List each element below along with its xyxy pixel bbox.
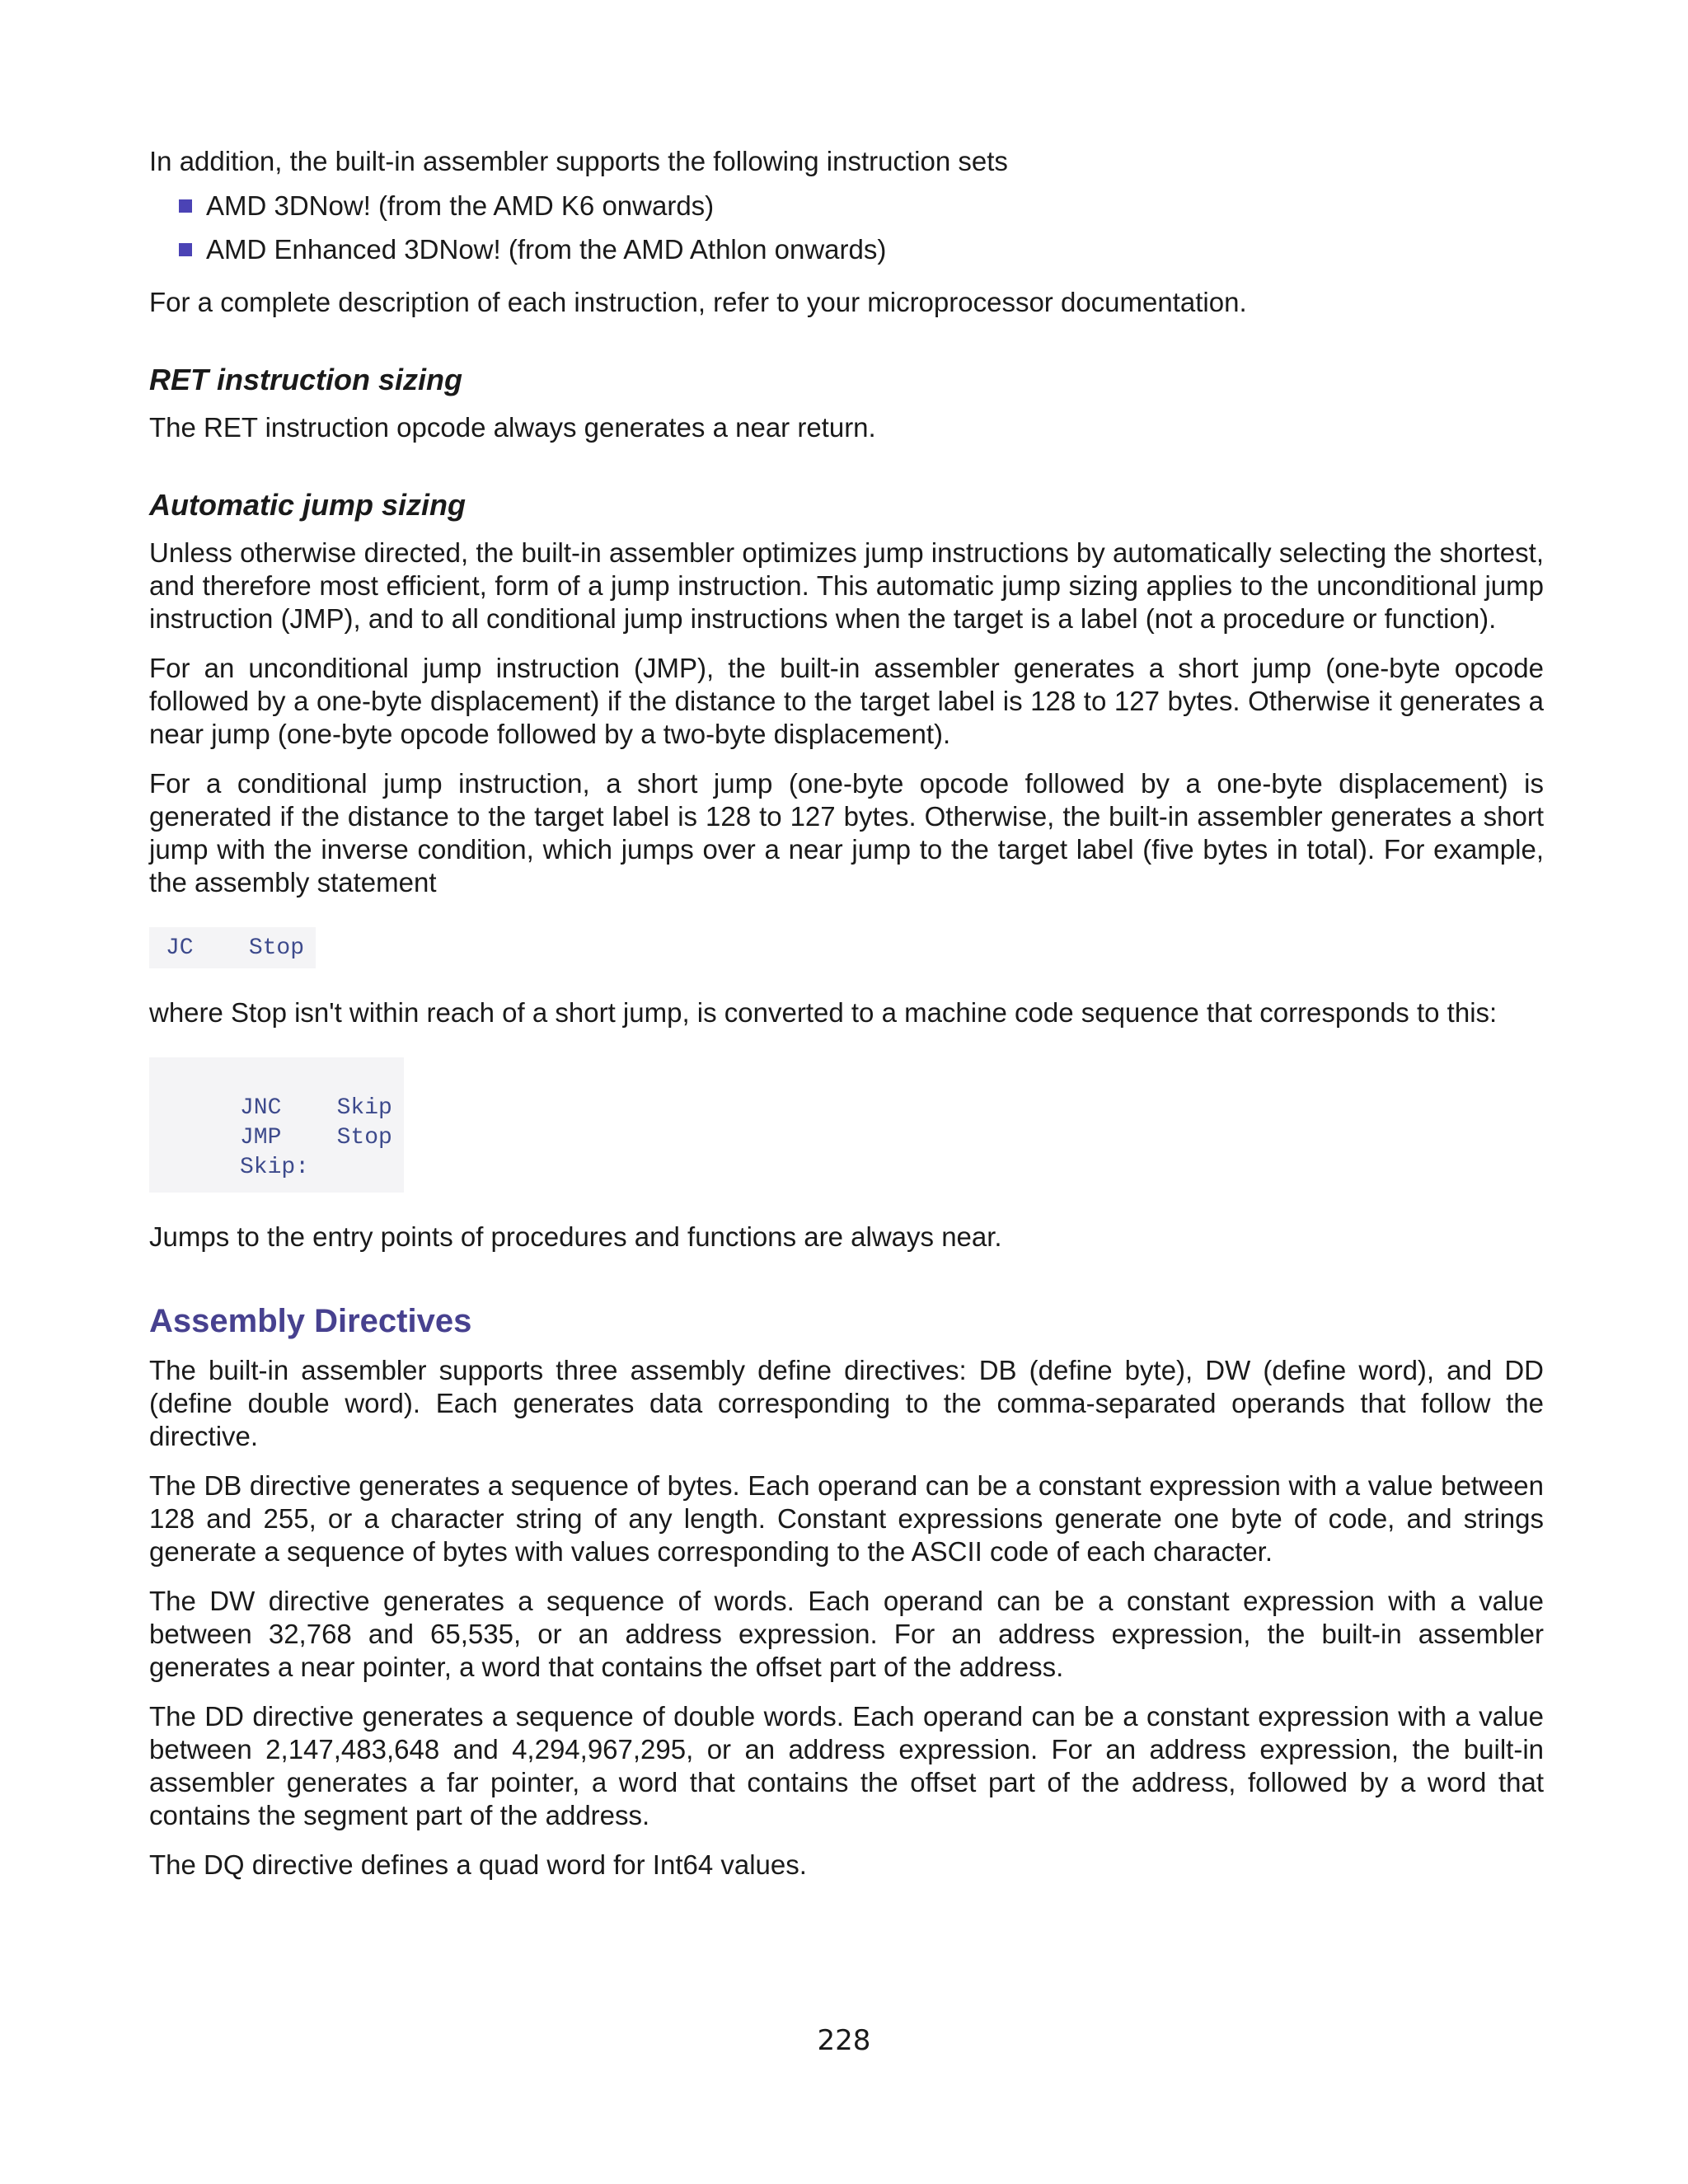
- list-item: [179, 233, 1544, 266]
- jump-sizing-heading: Automatic jump sizing: [149, 488, 467, 522]
- ret-sizing-paragraph: The RET instruction opcode always generates a near return.: [149, 412, 876, 443]
- jump-sizing-paragraph-1: Unless otherwise directed, the built-in assembler optimizes jump instructions by automatically selecting the shortest, and therefore most efficient, form of a jump instruction. This automatic jump sizing applies to the unconditional jump instruction (JMP), and to all conditional jump instructions when the target is a label (not a procedure or function).: [149, 537, 1544, 634]
- directives-paragraph-1: The built-in assembler supports three assembly define directives: DB (define byte), DW (define word), and DD (define double word). Each generates data corresponding to the comma-separated operands that follow the directive.: [149, 1355, 1544, 1451]
- list-item: [179, 190, 1544, 223]
- code-explanation-paragraph: where Stop isn't within reach of a short jump, is converted to a machine code sequence that corresponds to this:: [149, 997, 1498, 1028]
- code-example-jc-stop: JC Stop: [149, 927, 316, 968]
- intro-paragraph: In addition, the built-in assembler supports the following instruction sets: [149, 146, 1008, 176]
- document-page: [149, 145, 1544, 1882]
- directives-paragraph-dd: The DD directive generates a sequence of double words. Each operand can be a constant expression with a value between 2,147,483,648 and 4,294,967,295, or an address expression. For an address expression, the built-in assembler generates a far pointer, a word that contains the offset part of the address, followed by a word that contains the segment part of the address.: [149, 1701, 1544, 1830]
- bullet-square-icon: [179, 199, 192, 213]
- directives-paragraph-db: The DB directive generates a sequence of bytes. Each operand can be a constant expression with a value between 128 and 255, or a character string of any length. Constant expressions generate one byte of code, and strings generate a sequence of bytes with values corresponding to the ASCII code of each character.: [149, 1470, 1544, 1567]
- list-item-text: AMD Enhanced 3DNow! (from the AMD Athlon onwards): [206, 234, 887, 265]
- page-number: 228: [817, 2024, 871, 2057]
- jump-sizing-paragraph-3: For a conditional jump instruction, a short jump (one-byte opcode followed by a one-byte displacement) is generated if the distance to the target label is 128 to 127 bytes. Otherwise, the built-in assembler generates a short jump with the inverse condition, which jumps over a near jump to the target label (five bytes in total). For example, the assembly statement: [149, 768, 1544, 898]
- entry-points-paragraph: Jumps to the entry points of procedures and functions are always near.: [149, 1221, 1002, 1252]
- directives-paragraph-dw: The DW directive generates a sequence of words. Each operand can be a constant expression with a value between 32,768 and 65,535, or an address expression. For an address expression, the built-in assembler generates a near pointer, a word that contains the offset part of the address.: [149, 1586, 1544, 1682]
- jump-sizing-paragraph-2: For an unconditional jump instruction (JMP), the built-in assembler generates a short jump (one-byte opcode followed by a one-byte displacement) if the distance to the target label is 128 to 127 bytes. Otherwise it generates a near jump (one-byte opcode followed by a two-byte displacement).: [149, 653, 1544, 749]
- instruction-set-list: [149, 190, 1544, 266]
- assembly-directives-heading: Assembly Directives: [149, 1303, 472, 1339]
- directives-paragraph-dq: The DQ directive defines a quad word for Int64 values.: [149, 1849, 807, 1880]
- bullet-square-icon: [179, 243, 192, 256]
- ret-sizing-heading: RET instruction sizing: [149, 363, 463, 396]
- code-example-jnc-sequence: JNC Skip JMP Stop Skip:: [149, 1057, 404, 1193]
- list-item-text: AMD 3DNow! (from the AMD K6 onwards): [206, 190, 715, 221]
- intro-note-paragraph: For a complete description of each instruction, refer to your microprocessor documentation.: [149, 287, 1247, 317]
